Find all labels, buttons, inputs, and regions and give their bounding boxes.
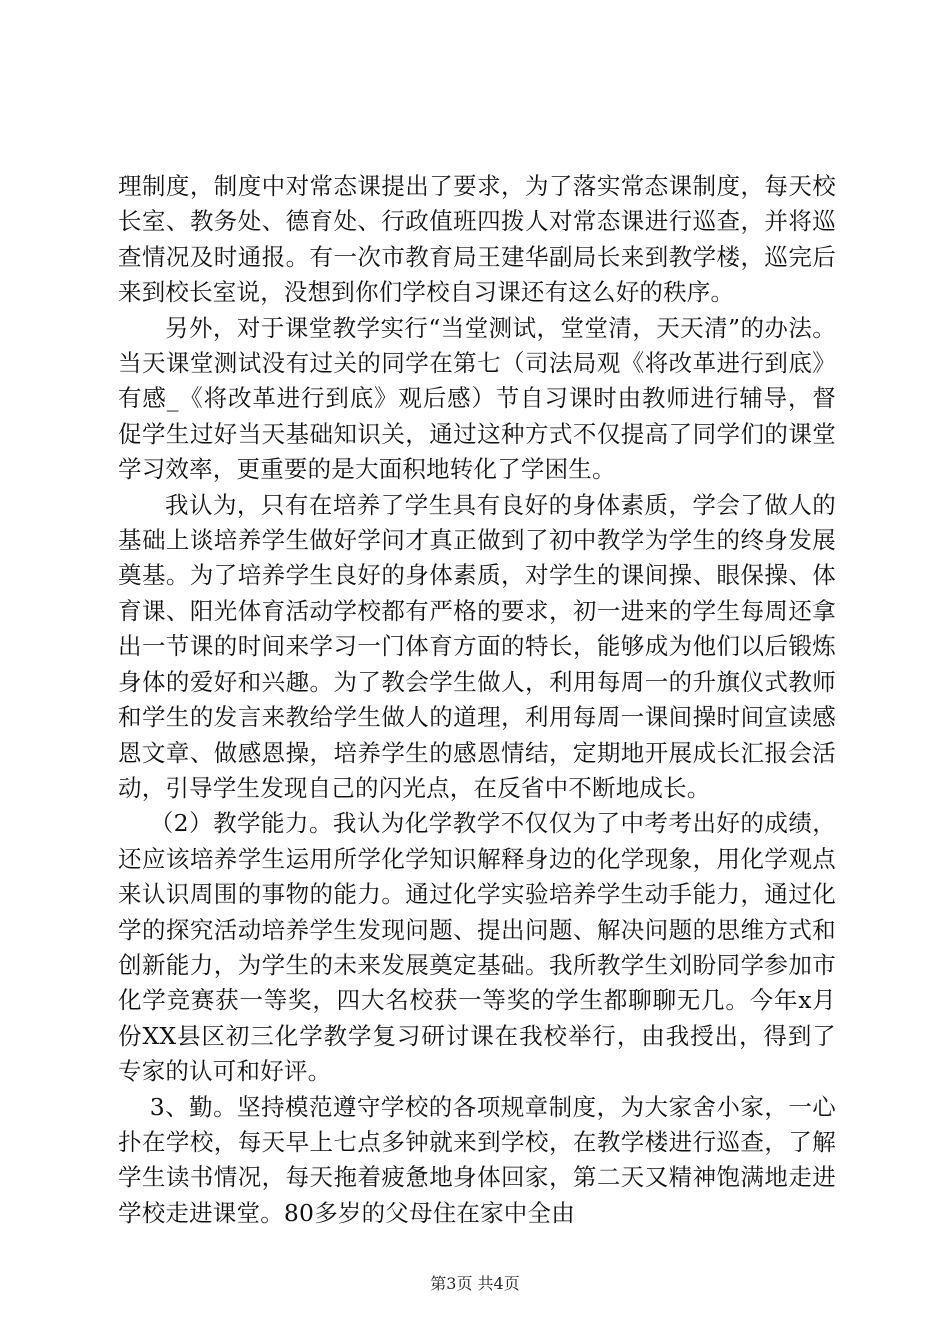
paragraph-5: 3、勤。坚持模范遵守学校的各项规章制度，为大家舍小家，一心扑在学校，每天早上七点多钟就来到学校，在教学楼进行巡查，了解学生读书情况，每天拖着疲惫地身体回家，第二天又精神饱满地走进学校走进课堂。80多岁的父母住在家中全由 <box>118 1092 836 1227</box>
page-footer: 第3页 共4页 <box>430 1274 520 1293</box>
paragraph-3: 我认为，只有在培养了学生具有良好的身体素质，学会了做人的基础上谈培养学生做好学问才真正做到了初中教学为学生的终身发展奠基。为了培养学生良好的身体素质，对学生的课间操、眼保操、体育课、阳光体育活动学校都有严格的要求，初一进来的学生每周还拿出一节课的时间来学习一门体育方面的特长，能够成为他们以后锻炼身体的爱好和兴趣。为了教会学生做人，利用每周一的升旗仪式教师和学生的发言来教给学生做人的道理，利用每周一课间操时间宣读感恩文章、做感恩操，培养学生的感恩情结，定期地开展成长汇报会活动，引导学生发现自己的闪光点，在反省中不断地成长。 <box>118 490 836 802</box>
paragraph-1: 理制度，制度中对常态课提出了要求，为了落实常态课制度，每天校长室、教务处、德育处、行政值班四拨人对常态课进行巡查，并将巡查情况及时通报。有一次市教育局王建华副局长来到教学楼，巡完后来到校长室说，没想到你们学校自习课还有这么好的秩序。 <box>118 172 836 307</box>
paragraph-4: （2）教学能力。我认为化学教学不仅仅为了中考考出好的成绩，还应该培养学生运用所学化学知识解释身边的化学现象，用化学观点来认识周围的事物的能力。通过化学实验培养学生动手能力，通过化学的探究活动培养学生发现问题、提出问题、解决问题的思维方式和创新能力，为学生的未来发展奠定基础。我所教学生刘盼同学参加市化学竞赛获一等奖，四大名校获一等奖的学生都聊聊无几。今年x月份XX县区初三化学教学复习研讨课在我校举行，由我授出，得到了专家的认可和好评。 <box>118 809 836 1086</box>
paragraph-2: 另外，对于课堂教学实行“当堂测试，堂堂清，天天清”的办法。当天课堂测试没有过关的同学在第七（司法局观《将改革进行到底》有感_《将改革进行到底》观后感）节自习课时由教师进行辅导，督促学生过好当天基础知识关，通过这种方式不仅提高了同学们的课堂学习效率，更重要的是大面积地转化了学困生。 <box>118 313 836 484</box>
document-body <box>118 169 836 1231</box>
